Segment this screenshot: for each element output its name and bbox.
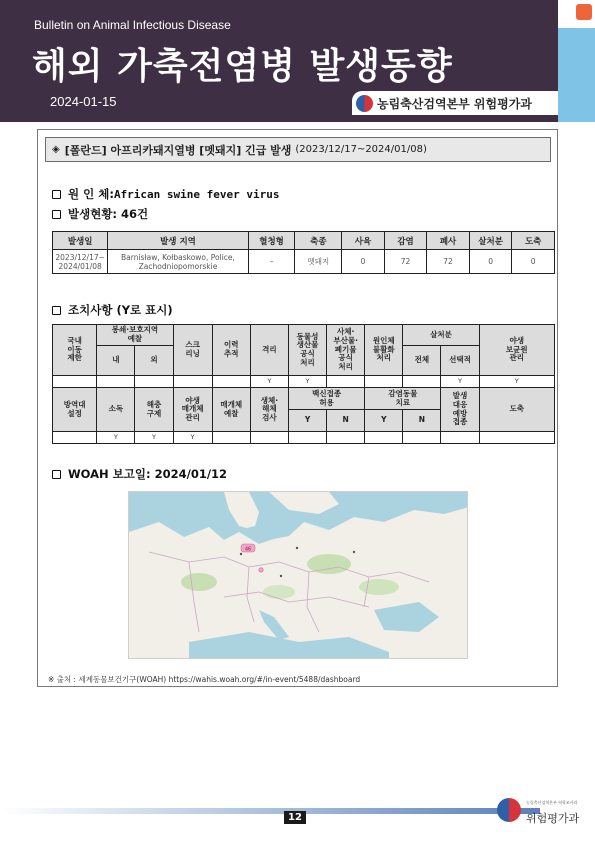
report-title-bar — [45, 137, 551, 162]
corner-tab-icon — [576, 4, 592, 20]
cause-value: African swine fever virus — [113, 187, 280, 201]
cell-serotype: – — [248, 250, 295, 274]
marker-count: 46 — [244, 546, 252, 553]
report-period: (2023/12/17~2024/01/08) — [295, 144, 427, 155]
cause-line — [52, 186, 280, 202]
mark-cell — [250, 432, 288, 444]
col-culled: 살처분 — [469, 232, 512, 250]
measures-heading — [52, 302, 173, 318]
region-line: Barnisław, Kołbaskowo, Police, — [121, 252, 235, 262]
col-region: 발생 지역 — [108, 232, 248, 250]
zone-outside: 외 — [135, 346, 173, 376]
col-dead: 폐사 — [427, 232, 470, 250]
agency-badge — [352, 91, 558, 115]
status-line — [52, 206, 148, 222]
mark-cell — [53, 376, 97, 388]
agency-logo-icon — [356, 95, 373, 112]
agency-logo-icon — [497, 798, 521, 822]
cell-slaughtered: 0 — [512, 250, 555, 274]
date-start: 2023/12/17~ — [55, 252, 105, 262]
measure-treatment: 감염동물 치료 — [365, 388, 441, 410]
col-slaughtered: 도축 — [512, 232, 555, 250]
col-serotype: 혈청형 — [248, 232, 295, 250]
col-raised: 사육 — [342, 232, 385, 250]
outbreak-table — [52, 231, 555, 274]
cause-label: 원 인 체: — [68, 187, 114, 201]
bulletin-date: 2024-01-15 — [50, 94, 117, 109]
mark-cell — [403, 432, 441, 444]
mark-cell — [365, 376, 403, 388]
cell-date — [53, 250, 108, 274]
mark-cell: Y — [288, 376, 326, 388]
col-date: 발생일 — [53, 232, 108, 250]
measure-vacc-prevention: 발생 대응 예방 접종 — [441, 388, 479, 432]
mark-cell — [441, 432, 479, 444]
mark-cell — [403, 376, 441, 388]
treat-no: N — [403, 410, 441, 432]
measure-inactivation: 원인체 불활화 처리 — [365, 325, 403, 376]
report-panel — [37, 129, 558, 687]
map-canvas — [129, 492, 468, 659]
col-species: 축종 — [295, 232, 342, 250]
treat-yes: Y — [365, 410, 403, 432]
measures-label: 조치사항 (Y로 표시) — [68, 303, 173, 317]
mark-cell: Y — [173, 432, 212, 444]
outbreak-marker[interactable] — [259, 568, 263, 572]
mark-cell — [173, 376, 212, 388]
date-end: 2024/01/08 — [58, 261, 102, 271]
measure-tracing: 이력 추적 — [212, 325, 250, 376]
cell-raised: 0 — [342, 250, 385, 274]
cell-region — [108, 250, 248, 274]
mark-cell — [212, 432, 250, 444]
measure-movement: 국내 이동 제한 — [53, 325, 97, 376]
footer-org: 농림축산검역본부 역학조사과 — [526, 800, 578, 805]
mark-cell — [135, 376, 173, 388]
vacc-yes: Y — [288, 410, 326, 432]
measure-wild-reservoir: 야생 보균원 관리 — [479, 325, 554, 376]
measure-quarantine: 방역대 설정 — [53, 388, 97, 432]
measure-live-test: 생체· 해체 검사 — [250, 388, 288, 432]
bulletin-kicker: Bulletin on Animal Infectious Disease — [34, 18, 231, 32]
table-row — [53, 250, 555, 274]
measure-isolation: 격리 — [250, 325, 288, 376]
woah-heading — [52, 466, 227, 482]
measure-disinfection: 소독 — [97, 388, 135, 432]
header-banner — [0, 0, 558, 122]
zone-inside: 내 — [97, 346, 135, 376]
measure-vaccination: 백신접종 허용 — [288, 388, 364, 410]
measure-carcass: 사체· 부산물· 폐기물 공식 처리 — [327, 325, 365, 376]
page-number: 12 — [284, 811, 306, 824]
measures-marks-row — [53, 432, 555, 444]
measure-animal-products: 동물성 생산물 공식 처리 — [288, 325, 326, 376]
mark-cell — [479, 432, 554, 444]
footer-rule — [0, 808, 540, 814]
measure-slaughter: 도축 — [479, 388, 554, 432]
source-note: ※ 출처 : 세계동물보건기구(WOAH) https://wahis.woah.org/#/in-event/5488/dashboard — [48, 675, 361, 684]
cell-infected: 72 — [384, 250, 427, 274]
agency-name: 농림축산검역본부 위험평가과 — [377, 96, 532, 111]
cell-species: 멧돼지 — [295, 250, 342, 274]
measures-marks-row — [53, 376, 555, 388]
cull-selective: 선택적 — [441, 346, 479, 376]
mark-cell: Y — [479, 376, 554, 388]
report-title: [폴란드] 아프리카돼지열병 [멧돼지] 긴급 발생 — [64, 143, 292, 157]
page-title: 해외 가축전염병 발생동향 — [32, 46, 453, 87]
mark-cell — [212, 376, 250, 388]
mark-cell — [365, 432, 403, 444]
vacc-no: N — [327, 410, 365, 432]
mark-cell: Y — [97, 432, 135, 444]
measure-zone: 봉쇄·보호지역 예찰 — [97, 325, 173, 346]
region-line: Zachodniopomorskie — [138, 261, 218, 271]
measure-vector: 해충 구제 — [135, 388, 173, 432]
mark-cell: Y — [135, 432, 173, 444]
cell-dead: 72 — [427, 250, 470, 274]
mark-cell — [327, 376, 365, 388]
checkbox-icon — [52, 190, 61, 199]
cull-all: 전체 — [403, 346, 441, 376]
woah-label: WOAH 보고일: 2024/01/12 — [68, 467, 228, 481]
measure-wildlife-surv: 야생 매개체 관리 — [173, 388, 212, 432]
measure-vector-surv: 매개체 예찰 — [212, 388, 250, 432]
mark-cell — [288, 432, 326, 444]
measure-cull: 살처분 — [403, 325, 479, 346]
checkbox-icon — [52, 210, 61, 219]
table-header-row — [53, 232, 555, 250]
mark-cell: Y — [250, 376, 288, 388]
mark-cell: Y — [441, 376, 479, 388]
diamond-icon: ◈ — [52, 144, 60, 155]
measure-screening: 스크 리닝 — [173, 325, 212, 376]
checkbox-icon — [52, 470, 61, 479]
status-label: 발생현황: 46건 — [68, 207, 149, 221]
cell-culled: 0 — [469, 250, 512, 274]
outbreak-map[interactable] — [128, 491, 468, 659]
mark-cell — [327, 432, 365, 444]
col-infected: 감염 — [384, 232, 427, 250]
checkbox-icon — [52, 306, 61, 315]
mark-cell — [53, 432, 97, 444]
measures-table — [52, 324, 555, 444]
footer-team: 위험평가과 — [526, 812, 580, 825]
mark-cell — [97, 376, 135, 388]
